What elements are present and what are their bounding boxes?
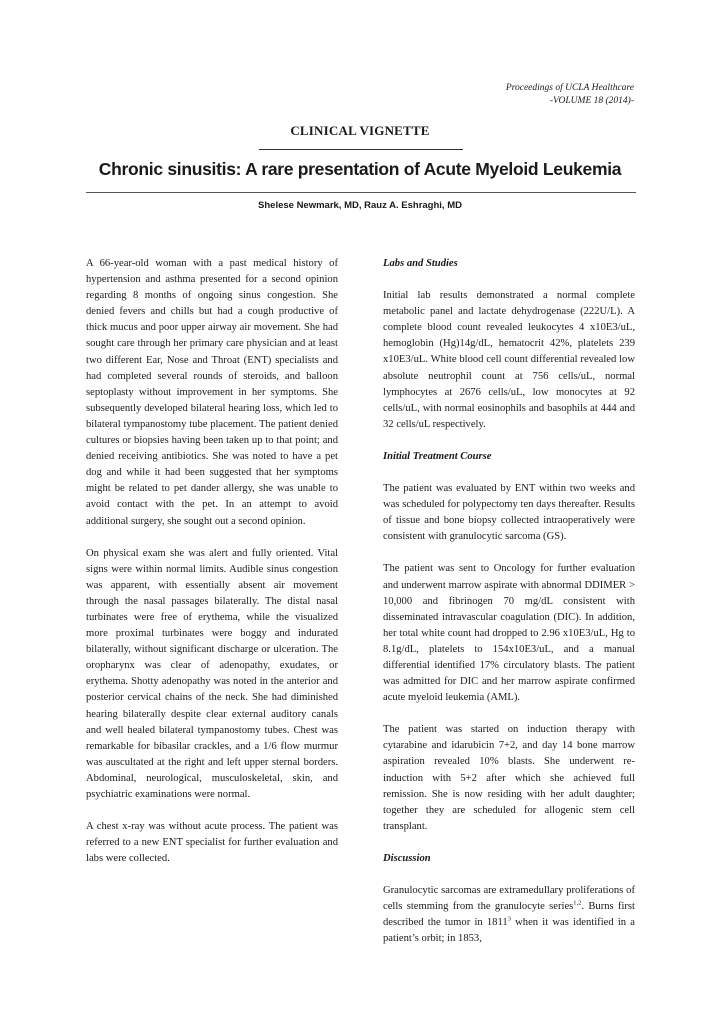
citation-1: 1,2 [573,899,582,907]
paragraph-labs: Initial lab results demonstrated a normal complete metabolic panel and lactate dehydrogenase (222U/L). A complete blood count revealed leukocytes 4 x10E3/uL, hemoglobin (Hg)14g/dL, hematocrit 42%, platelets 239 x10E3/uL. White blood cell count differential revealed low absolute neutrophil count at 756 cells/uL, normal lymphocytes at 2676 cells/uL, low monocytes at 92 cells/uL, with normal eosinophils and basophils at 444 and 32 cells/uL respectively. [383,290,635,430]
section-label: CLINICAL VIGNETTE [290,123,430,138]
heading-discussion: Discussion [383,852,431,864]
journal-header [506,82,634,108]
left-column [86,256,338,883]
paragraph-induction: The patient was started on induction therapy with cytarabine and idarubicin 7+2, and day 14 bone marrow aspiration revealed 10% blasts. She underwent re-induction with 5+2 after which she achieved full remission. She is now residing with her adult daughter; together they are scheduled for allogenic stem cell transplant. [383,724,635,832]
citation-2: 3 [507,915,511,923]
heading-labs: Labs and Studies [383,258,458,269]
paragraph-exam: On physical exam she was alert and fully oriented. Vital signs were within normal limits. Audible sinus congestion was apparent, with essentially absent air movement through the nasal passages bilaterally. The distal nasal turbinates were free of erythema, while the visualized more proximal turbinates were boggy and indurated bilaterally, without significant discharge or ulceration. The oropharynx was clear of adenopathy, exudates, or erythema. Shotty adenopathy was noted in the anterior and posterior cervical chains of the neck. She had diminished hearing bilaterally despite clear external auditory canals and well healed bilateral tympanostomy tubes. Chest was remarkable for bibasilar crackles, and a 1/6 flow murmur was auscultated at the right and left upper sternal borders. Abdominal, neurological, musculoskeletal, skin, and psychiatric examinations were normal. [86,547,338,800]
paragraph-ent: The patient was evaluated by ENT within two weeks and was scheduled for polypectomy ten days thereafter. Results of tissue and bone biopsy collected intraoperatively were consistent with granulocytic sarcoma (GS). [383,483,635,543]
paragraph-discussion [383,883,635,947]
discussion-text-3: when it was identified in a patient’s orbit; in 1853, [383,917,635,945]
paragraph-xray: A chest x-ray was without acute process. The patient was referred to a new ENT specialist for further evaluation and labs were collected. [86,821,338,865]
paragraph-history: A 66-year-old woman with a past medical history of hypertension and asthma presented for a second opinion regarding 8 months of ongoing sinus congestion. She denied fevers and chills but had a cough productive of thick mucus and poor upper airway air movement. She had sought care through her primary care physician and at least two different Ear, Nose and Throat (ENT) specialists and had completed several rounds of steroids, and balloon septoplasty without improvement in her symptoms. She subsequently developed bilateral hearing loss, which led to bilateral tympanostomy tube placement. The patient denied cultures or biopsies having been taken up to that point; and denied receiving antibiotics. She was noted to have a pet dog and while it had been suggested that her symptoms might be related to pet dander allergy, she was unable to avoid contact with the pet. In an attempt to avoid additional surgery, she sought out a second opinion. [86,258,338,527]
journal-volume: -VOLUME 18 (2014)- [549,96,634,106]
section-divider [259,149,463,150]
article-title: Chronic sinusitis: A rare presentation of Acute Myeloid Leukemia [98,159,622,179]
discussion-text-2: . Burns first described the tumor in 1811 [383,901,635,929]
discussion-text-1: Granulocytic sarcomas are extramedullary proliferations of cells stemming from the granulocyte series [383,885,635,913]
heading-treatment: Initial Treatment Course [383,450,492,462]
journal-name: Proceedings of UCLA Healthcare [505,83,634,93]
title-divider [86,192,636,193]
paragraph-oncology: The patient was sent to Oncology for further evaluation and underwent marrow aspirate with abnormal DDIMER > 10,000 and fibrinogen 70 mg/dL consistent with disseminated intravascular coagulation (DIC). In addition, her total white count had dropped to 2.96 x10E3/uL, Hg to 8.1g/dL, platelets to 154x10E3/uL, and a manual differential identified 17% circulatory blasts. The patient was admitted for DIC and her marrow aspirate confirmed acute myeloid leukemia (AML). [383,563,635,704]
right-column [383,256,635,963]
authors: Shelese Newmark, MD, Rauz A. Eshraghi, MD [258,200,462,211]
